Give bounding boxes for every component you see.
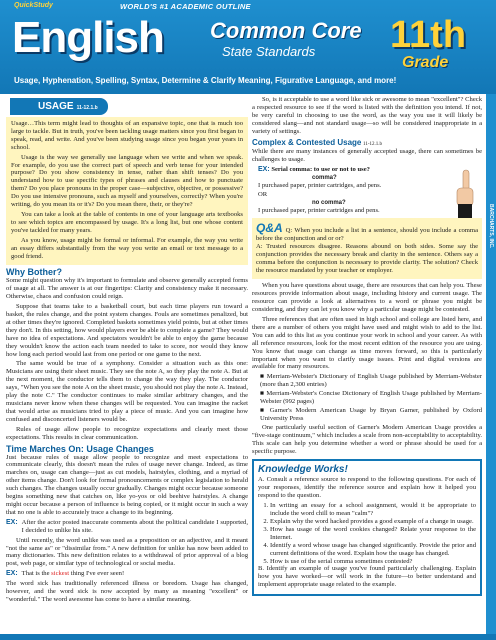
usage-para-2: Usage is the way we generally use language when we write and when we speak. For example, do you use the correct part of speech and verb tense for your intended purpose? Do you show consistency in tense, rather than shift tenses? Do you understand how to use specific types of phrases and clauses and how to punctuate them? Do you place pronouns in the proper case—subjective, objective, or possessive? Do you use intensive pronouns, such as myself and yourselves, correctly? When you're writing, do you mean its or it's? Do you mean there, their, or they're?	[11, 153, 243, 209]
example-highlight-word: sickest	[51, 570, 70, 578]
grade-word: Grade	[402, 54, 449, 71]
example-unlike-text: After the actor posted inaccurate comments about the political candidate I supported, I decided to unlike his site.	[21, 518, 248, 534]
qa-box	[252, 218, 482, 280]
qa-question: Q: When you include a list in a sentence, should you include a comma before the conjunction and or or?	[256, 226, 478, 242]
sentence-with-comma: I purchased paper, printer cartridges, and pens.	[258, 182, 382, 190]
subtitle: Usage, Hyphenation, Spelling, Syntax, Determine & Clarify Meaning, Figurative Language, and more!	[14, 76, 397, 85]
tagline: WORLD'S #1 ACADEMIC OUTLINE	[120, 2, 251, 11]
knowledge-works-heading: Knowledge Works!	[258, 464, 348, 476]
qa-answer: A: Trusted resources disagree. Reasons abound on both sides. Some say the conjunction provides the necessary break and clarity in the sentence. Others say a comma before the conjunction is necessary to provide clarity. The solution? Check the resource mandated by your teacher or employer.	[256, 242, 478, 274]
example-text-b: thing I've ever seen!	[70, 570, 125, 578]
example-sickest-text	[22, 570, 124, 578]
serial-ex-row	[258, 166, 482, 174]
reference-3-text: Garner's Modern American Usage by Bryan Garner, published by Oxford University Press	[260, 407, 482, 422]
why-para-3: The same would be true of a symphony. Consider a situation such as this one: Musicians are using their sheet music. They see the note A, so they play the note A. But at the next moment, the conductor tells them to change the way they play. The conductor says, "When you see the note A on the sheet music, you should not play the note A. Instead, play the note C." The conductor continues to make similar arbitrary changes, and the musicians never know when these changes will be requested. You can imagine the racket that would arise as musicians tried to play a piece of music. And you can imagine how confused and disconcerted listeners would be.	[6, 360, 248, 423]
complex-para: While there are many instances of generally accepted usage, there can sometimes be challenges to usage.	[252, 148, 482, 164]
usage-section-tab	[10, 98, 108, 115]
knowledge-question: 5. How is use of the serial comma sometimes contested?	[270, 558, 476, 566]
bottom-bar	[0, 634, 496, 640]
reference-2-text: Merriam-Webster's Concise Dictionary of English Usage published by Merriam-Webster (992 pages)	[260, 390, 482, 406]
time-para-2: Until recently, the word unlike was used as a preposition or an adjective, and it meant "not the same as" or "dissimilar from." A new definition for unlike has now been added to many dictionaries. This new definition relates to a withdrawal of prior approval of a blog post, web page, or similar type of technological or social media.	[6, 536, 248, 568]
serial-comma-example	[252, 166, 482, 215]
quickstudy-logo: QuickStudy	[14, 2, 53, 9]
usage-intro-box	[6, 117, 248, 265]
grade-badge	[388, 16, 478, 70]
why-para-4: Rules of usage allow people to recognize expectations and clearly meet those expectations. This results in clear communication.	[6, 425, 248, 441]
reference-bullet-3: ■ Garner's Modern American Usage by Bryan Garner, published by Oxford University Press	[260, 407, 482, 422]
state-standards-title: State Standards	[222, 44, 316, 59]
right-para-2: When you have questions about usage, there are resources that can help you. These resources provide information about usage, including history and current usage. The resource can provide a look at alternatives to a word or phrase you might be considering, and they can let you know why a particular usage might be contested.	[252, 282, 482, 314]
example-label: EX:	[258, 166, 270, 174]
header-banner	[0, 0, 496, 94]
why-para-2: Suppose that teams take to a basketball court, but each time players run toward a basket, the rules change, and the point system changes. Fouls are sometimes penalized, but at other times they're ignored. Completed baskets sometimes yield points, but at other times they don't. In this setting, how would players ever be able to complete a game? They would have no idea of expectations. And spectators wouldn't be able to enjoy the game because they wouldn't know the action each team needed to take to score, nor would they know how long each period would last from one period or one game to the next.	[6, 303, 248, 358]
knowledge-question: 4. Identify a word whose usage has changed significantly. Provide the prior and current definitions of the word. Explain how the usage has changed.	[270, 542, 476, 558]
left-column	[6, 96, 248, 634]
reference-bullet-1: ■ Merriam-Webster's Dictionary of English Usage published by Merriam-Webster (more than 2,300 entries)	[260, 373, 482, 389]
page-title: English	[12, 13, 164, 62]
right-para-4: One particularly useful section of Garner's Modern American Usage provides a "five-stage continuum," which includes a scale from non-acceptability to acceptability. This scale can help you determine whether a word or phrase should be used for a specific purpose.	[252, 423, 482, 455]
usage-para-4: As you know, usage might be formal or informal. For example, the way you write an essay differs substantially from the way you write an email or text message to a good friend.	[11, 236, 243, 260]
reference-bullet-2: ■ Merriam-Webster's Concise Dictionary of English Usage published by Merriam-Webster (992 pages)	[260, 390, 482, 406]
knowledge-part-b: B. Identify an example of usage you've found particularly challenging. Explain how you have worked—or will work in the future—to better understand and implement appropriate usage related to the example.	[258, 565, 476, 589]
why-para-1: Some might question why it's important to formulate and observe generally accepted forms of usage at all. The answer is at our fingertips: Clarity and consistency make it necessary. Otherwise, chaos and confusion could reign.	[6, 277, 248, 301]
time-para-1: Just because rules of usage allow people to recognize and meet expectations to communicate clearly, this doesn't mean the rules of usage never change. Indeed, as time marches on, usage can change—just as cut models, hairstyles, clothing, and a myriad of other items change. Don't look for formal pronouncements or complex legislation to herald such changes. The changes usually occur gradually. Changes might occur because someone begins something new that catches on, like yo-yos or old beehive hairstyles. A change might occur because a person of influence is being copied, or it might occur in such a way that no one is able to accurately trace a change to its beginning.	[6, 453, 248, 516]
knowledge-question: 3. How has usage of the word cookies changed? Relate your response to the Internet.	[270, 526, 476, 542]
common-core-title: Common Core	[210, 18, 362, 43]
pointing-hand-icon	[450, 166, 476, 218]
knowledge-part-a: A. Consult a reference source to respond to the following questions. For each of your responses, identify the reference source and explain how it helped you respond to the question.	[258, 476, 476, 500]
time-para-3: The word sick has traditionally referenced illness or boredom. Usage has changed, however, and the word sick is now accepted by many as meaning "excellent" or "wonderful." The word awesome has come to have a similar meaning.	[6, 580, 248, 603]
right-para-3: Three references that are often used in high school and college are listed here, and there are a number of others you might have used and might wish to add to the list. You can add to this list as you continue your work in school and your career. As with all reference resources, look for the most recent edition of the resource you are using. You know that usage can change as time moves forward, so this is particularly important when you want to clarify usage issues. Print and digital versions are available for many resources.	[252, 316, 482, 371]
or-label: OR	[258, 191, 268, 199]
complex-standard: 11-12.1.b	[363, 141, 382, 147]
side-strip-text: BARCHARTS, INC.	[488, 204, 494, 249]
reference-1-text: Merriam-Webster's Dictionary of English Usage published by Merriam-Webster (more than 2,300 entries)	[260, 373, 482, 389]
time-marches-heading: Time Marches On: Usage Changes	[6, 443, 154, 454]
example-label: EX:	[6, 518, 18, 526]
knowledge-works-box	[252, 459, 482, 596]
example-text-a: That is the	[21, 570, 50, 578]
grade-number: 11th	[390, 14, 467, 56]
no-comma-callout: no comma?	[312, 199, 346, 206]
usage-tab-label: USAGE	[38, 101, 74, 112]
qa-logo-icon: Q&A	[256, 220, 283, 235]
example-sickest	[6, 570, 248, 578]
usage-para-1: Usage…This term might lead to thoughts of an expansive topic, one that is much too large to tackle. But in truth, you've been tackling usage matters since you first began to speak, read, and write. And you've been studying usage since you began your years in school.	[11, 120, 243, 151]
comma-callout: comma?	[312, 175, 337, 182]
knowledge-questions	[258, 502, 476, 565]
complex-usage-heading: Complex & Contested Usage	[252, 137, 362, 147]
usage-para-3: You can take a look at the table of contents in one of your language arts textbooks to see which topics are encompassed by usage. It's a long list, but one whose content you've tackled for many years.	[11, 210, 243, 234]
right-para-1: So, is it acceptable to use a word like sick or awesome to mean "excellent"? Check a respected resource to see if the word is listed with the definition you intend. If not, be very careful in choosing to use the word, as the way you use it will likely be considered slang—and not standard usage—so will be considered inappropriate in a variety of settings.	[252, 96, 482, 135]
example-unlike	[6, 519, 248, 535]
usage-standard: 11-12.1.b	[76, 105, 98, 111]
right-column	[252, 96, 482, 634]
why-bother-heading: Why Bother?	[6, 267, 62, 278]
knowledge-question: 1. In writing an essay for a school assignment, would it be appropriate to include the word chill to mean "calm"?	[270, 502, 476, 518]
example-label: EX:	[6, 570, 18, 578]
serial-comma-question: Serial comma: to use or not to use?	[271, 166, 370, 174]
knowledge-question: 2. Explain why the word hacked provides a good example of a change in usage.	[270, 518, 476, 526]
sentence-without-comma: I purchased paper, printer cartridges and pens.	[258, 206, 380, 214]
side-strip	[486, 94, 496, 640]
